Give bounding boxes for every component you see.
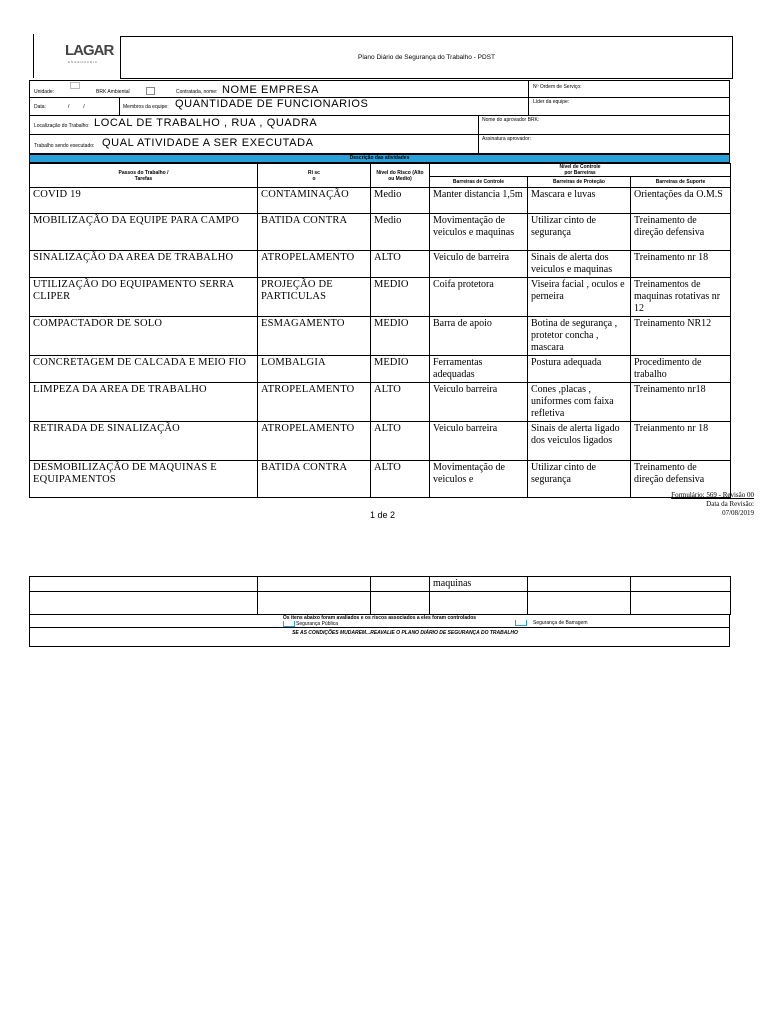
localizacao-value[interactable]: LOCAL DE TRABALHO , RUA , QUADRA [94,117,318,129]
table-row [30,383,731,422]
logo-area [33,34,121,78]
membros-label: Membros da equipe: [123,104,169,110]
risk-cell: ATROPELAMENTO [258,422,371,461]
step-cell: COMPACTADOR DE SOLO [30,317,258,356]
table-row [30,251,731,278]
step-cell: COVID 19 [30,188,258,214]
table-row [30,422,731,461]
membros-value[interactable]: QUANTIDADE DE FUNCIONARIOS [175,98,369,110]
step-cell: RETIRADA DE SINALIZAÇÃO [30,422,258,461]
support-barrier-cell: Treinamento nr18 [631,383,731,422]
control-barrier-cell: Movimentação de veiculos e maquinas [430,214,528,251]
protection-barrier-cell: Viseira facial , oculos e perneira [528,278,631,317]
level-cell: ALTO [371,422,430,461]
data-value[interactable]: / / [68,104,85,110]
itens-section [29,614,730,628]
level-cell: Medio [371,188,430,214]
control-barrier-cell: Barra de apoio [430,317,528,356]
activity-table [29,187,731,498]
protection-barrier-cell: Mascara e luvas [528,188,631,214]
aprovador-label: Nome do aprovador BRK: [482,117,540,123]
level-cell: Medio [371,214,430,251]
unidade-checkbox[interactable] [70,82,80,89]
company-logo: LAGAR [65,42,114,59]
section-title: Descrição das atividades [349,155,410,161]
table-row [30,356,731,383]
risk-cell: CONTAMINAÇÃO [258,188,371,214]
control-barrier-cell: Movimentação de veiculos e [430,461,528,498]
risk-cell: BATIDA CONTRA [258,461,371,498]
table-row [30,214,731,251]
section-bar [29,154,730,163]
assinatura-label: Assinatura aprovador: [482,136,531,142]
level-cell: MEDIO [371,278,430,317]
col-protecao: Barreiras de Proteção [528,177,631,188]
risk-cell: PROJEÇÃO DE PARTICULAS [258,278,371,317]
support-barrier-cell: Treinamento nr 18 [631,251,731,278]
risk-cell: ATROPELAMENTO [258,383,371,422]
contratada-label: Contratada, nome: [176,89,218,95]
level-cell: ALTO [371,461,430,498]
step-cell: UTILIZAÇÃO DO EQUIPAMENTO SERRA CLIPER [30,278,258,317]
col-passos: Passos do Trabalho / Tarefas [30,164,258,188]
seg-publica-label: Segurança Pública [296,621,338,627]
table-row [30,317,731,356]
data-label: Data: [34,104,46,110]
risk-cell: LOMBALGIA [258,356,371,383]
condicoes-text: SE AS CONDIÇÕES MUDAREM...REAVALIE O PLANO DIÁRIO DE SEGURANÇA DO TRABALHO [292,630,518,636]
lider-label: Líder da equipe: [533,99,570,105]
control-barrier-cell: Veiculo barreira [430,383,528,422]
col-controle: Barreiras de Controle [430,177,528,188]
trabalho-label: Trabalho sendo executado: [34,143,95,149]
seg-barragem-checkbox[interactable] [515,620,527,626]
data-revisao-value: 07/08/2019 [722,509,754,517]
continued-cell: maquinas [430,577,528,592]
risk-cell: ESMAGAMENTO [258,317,371,356]
brk-label: BRK Ambiental [96,89,130,95]
control-barrier-cell: Manter distancia 1,5m [430,188,528,214]
table-row [30,188,731,214]
page-number: 1 de 2 [370,510,396,520]
protection-barrier-cell: Utilizar cinto de segurança [528,214,631,251]
risk-cell: BATIDA CONTRA [258,214,371,251]
document-title: Plano Diário de Segurança do Trabalho - PDST [358,54,495,61]
unidade-label: Unidade: [34,89,55,95]
col-risco: Ri sc o [258,164,371,188]
table-row [30,461,731,498]
table-row [30,278,731,317]
protection-barrier-cell: Postura adequada [528,356,631,383]
document-title-box [120,36,733,79]
control-barrier-cell: Veiculo barreira [430,422,528,461]
control-barrier-cell: Coifa protetora [430,278,528,317]
table-header [29,163,731,188]
protection-barrier-cell: Cones ,placas , uniformes com faixa refletiva [528,383,631,422]
level-cell: MEDIO [371,356,430,383]
step-cell: CONCRETAGEM DE CALCADA E MEIO FIO [30,356,258,383]
support-barrier-cell: Procedimento de trabalho [631,356,731,383]
step-cell: DESMOBILIZAÇÃO DE MAQUINAS E EQUIPAMENTOS [30,461,258,498]
support-barrier-cell: Treinamento de direção defensiva [631,461,731,498]
formulario-text: Formulário: 569 - Revisão 00 [671,491,754,499]
step-cell: LIMPEZA DA AREA DE TRABALHO [30,383,258,422]
support-barrier-cell: Treinamento de direção defensiva [631,214,731,251]
condicoes-section [29,627,730,647]
trabalho-value[interactable]: QUAL ATIVIDADE A SER EXECUTADA [102,137,314,149]
support-barrier-cell: Orientações da O.M.S [631,188,731,214]
brk-checkbox[interactable] [146,87,155,95]
level-cell: ALTO [371,251,430,278]
localizacao-label: Localização do Trabalho: [34,123,90,129]
continuation-table [29,576,731,615]
ordem-label: Nº Ordem de Serviço: [533,84,582,90]
support-barrier-cell: Treianmento nr 18 [631,422,731,461]
protection-barrier-cell: Sinais de alerta ligado dos veiculos ligados [528,422,631,461]
control-barrier-cell: Ferramentas adequadas [430,356,528,383]
col-suporte: Barreiras de Suporte [631,177,731,188]
protection-barrier-cell: Botina de segurança , protetor concha , mascara [528,317,631,356]
col-controle-group: Nível de Controle por Barreiras [430,164,731,177]
protection-barrier-cell: Utilizar cinto de segurança [528,461,631,498]
col-nivel: Nível do Risco (Alto ou Medio) [371,164,430,188]
control-barrier-cell: Veiculo de barreira [430,251,528,278]
support-barrier-cell: Treinamento NR12 [631,317,731,356]
seg-barragem-label: Segurança de Barragem [533,620,588,626]
level-cell: ALTO [371,383,430,422]
data-revisao-label: Data da Revisão: [706,500,754,508]
support-barrier-cell: Treinamentos de maquinas rotativas nr 12 [631,278,731,317]
step-cell: MOBILIZAÇÃO DA EQUIPE PARA CAMPO [30,214,258,251]
protection-barrier-cell: Sinais de alerta dos veiculos e maquinas [528,251,631,278]
step-cell: SINALIZAÇÃO DA AREA DE TRABALHO [30,251,258,278]
contratada-value[interactable]: NOME EMPRESA [222,84,320,96]
itens-text: Os itens abaixo foram avaliados e os riscos associados a eles foram controlados [282,615,477,621]
company-logo-sub: ENGENHARIA [68,60,98,64]
level-cell: MEDIO [371,317,430,356]
risk-cell: ATROPELAMENTO [258,251,371,278]
